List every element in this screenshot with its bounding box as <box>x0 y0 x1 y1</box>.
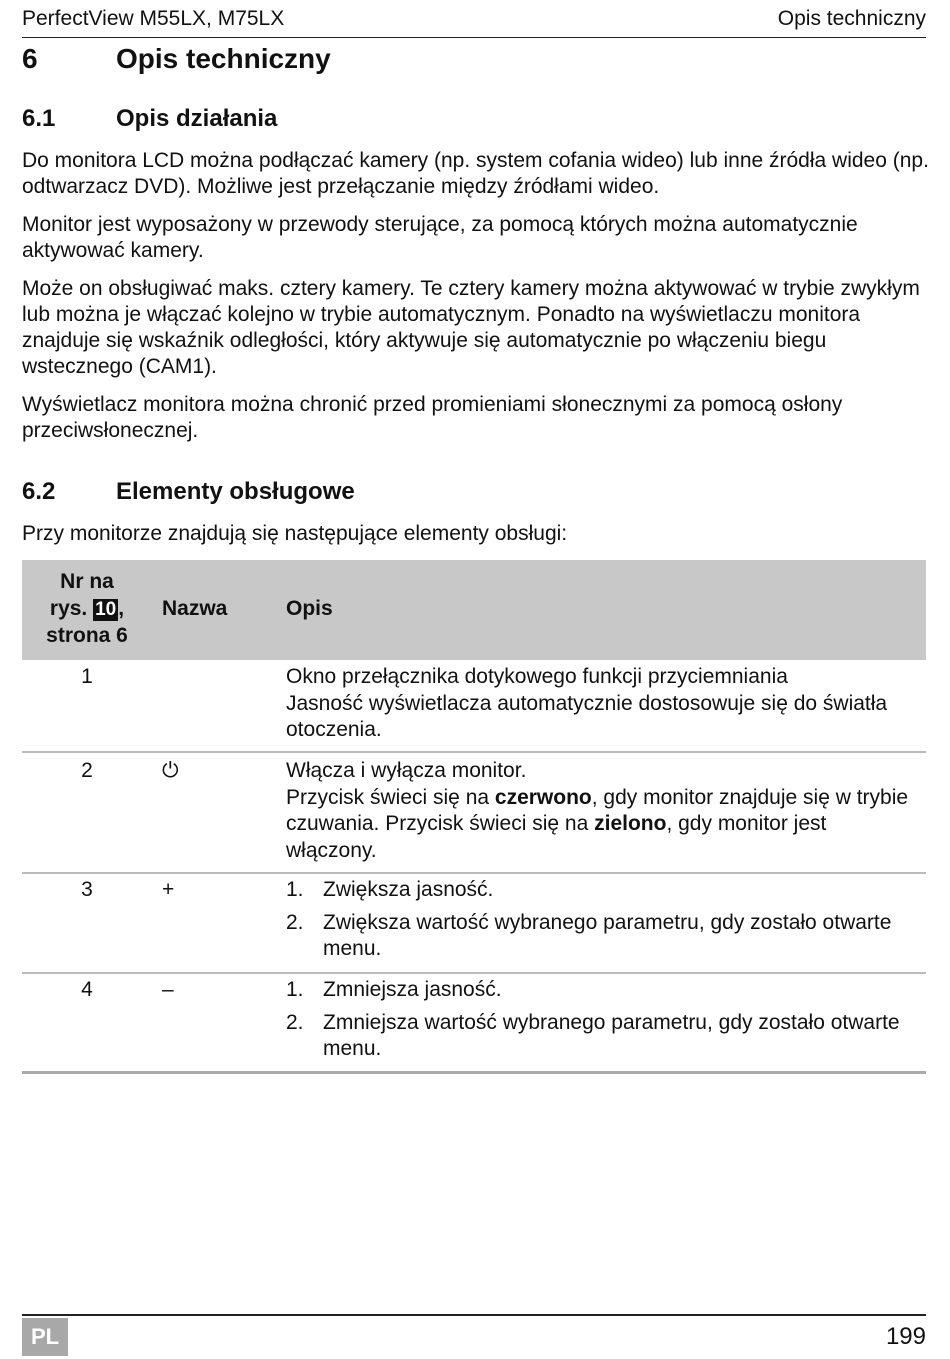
section-heading <box>22 42 331 76</box>
list-item: 2. Zmniejsza wartość wybranego parametru, gdy zostało otwarte menu. <box>286 1010 900 1060</box>
subsection-number: 6.2 <box>22 478 56 505</box>
row-number: 3 <box>81 878 93 901</box>
row-number: 4 <box>81 978 93 1001</box>
paragraph: Wyświetlacz monitora można chronić przed promieniami słonecznymi za pomocą osłony przeciwsłonecznej. <box>22 393 843 442</box>
table-bottom-rule <box>22 1071 926 1074</box>
section-number: 6 <box>22 43 38 74</box>
footer-rule <box>22 1314 926 1316</box>
column-header-number: Nr na rys. 10, strona 6 <box>46 570 128 647</box>
subsection-heading-6-2 <box>22 477 355 507</box>
power-icon: ⏻ <box>162 759 179 782</box>
paragraph: Monitor jest wyposażony w przewody sterujące, za pomocą których można automatycznie aktywować kamery. <box>22 213 858 262</box>
subsection-number: 6.1 <box>22 105 56 132</box>
row-number: 1 <box>81 665 93 688</box>
list-item: 1. Zwiększa jasność. <box>286 878 494 901</box>
paragraph: Może on obsługiwać maks. cztery kamery. Te cztery kamery można aktywować w trybie zwykłym lub można je włączać kolejno w trybie automatycznym. Ponadto na wyświetlaczu monitora znajduje się wskaźnik odległości, który aktywuje się automatycznie po włączeniu biegu wstecznego (CAM1). <box>22 277 920 378</box>
list-item: 2. Zwiększa wartość wybranego parametru, gdy zostało otwarte menu. <box>286 910 892 960</box>
row-description <box>286 977 916 1063</box>
plus-symbol: + <box>162 878 175 901</box>
column-header-name: Nazwa <box>162 597 228 620</box>
row-number: 2 <box>81 759 93 782</box>
emphasis-green: zielono <box>594 812 667 835</box>
list-item: 1. Zmniejsza jasność. <box>286 978 502 1001</box>
header-section: Opis techniczny <box>777 7 926 30</box>
column-header-description: Opis <box>286 597 333 620</box>
page-number: 199 <box>885 1323 926 1350</box>
paragraph: Do monitora LCD można podłączać kamery (np. system cofania wideo) lub inne źródła wideo (np. odtwarzacz DVD). Możliwe jest przełączanie między źródłami wideo. <box>22 149 929 198</box>
header-product: PerfectView M55LX, M75LX <box>22 7 285 30</box>
subsection-heading-6-1 <box>22 104 277 134</box>
page-header <box>22 5 926 38</box>
row-description <box>286 877 916 963</box>
row-description: Włącza i wyłącza monitor. Przycisk świeci się na czerwono, gdy monitor znajduje się w trybie czuwania. Przycisk świeci się na zielono, gdy monitor jest włączony. <box>286 759 909 862</box>
subsection-title: Elementy obsługowe <box>116 478 355 505</box>
row-divider <box>22 972 926 974</box>
subsection-title: Opis działania <box>116 105 278 132</box>
row-divider <box>22 872 926 874</box>
language-tab: PL <box>22 1318 68 1356</box>
row-divider <box>22 751 926 753</box>
minus-symbol: – <box>162 978 174 1001</box>
section-title: Opis techniczny <box>116 43 331 74</box>
emphasis-red: czerwono <box>494 785 592 809</box>
table-header <box>22 560 926 660</box>
figure-badge: 10 <box>95 599 117 620</box>
table-intro: Przy monitorze znajdują się następujące elementy obsługi: <box>22 522 568 545</box>
row-description: Okno przełącznika dotykowego funkcji przyciemniania Jasność wyświetlacza automatycznie dostosowuje się do światła otoczenia. <box>286 665 888 741</box>
